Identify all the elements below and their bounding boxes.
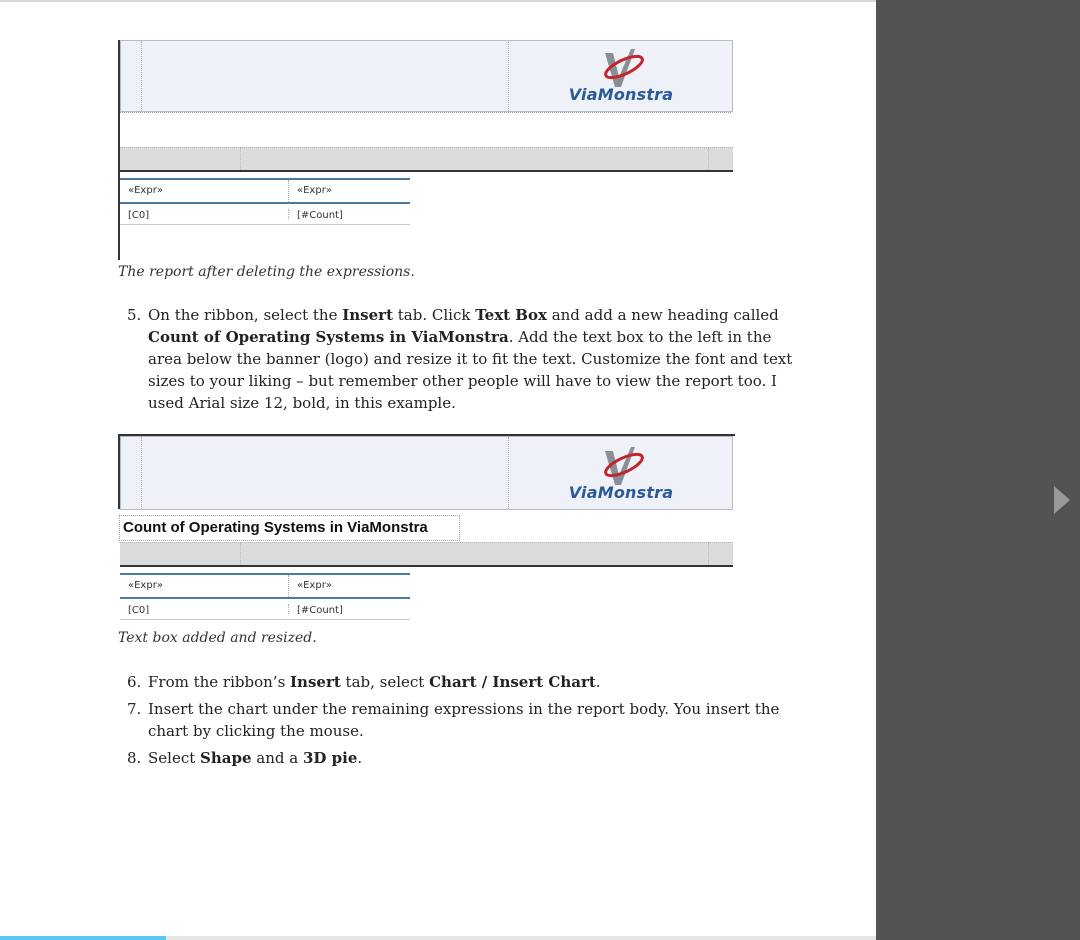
- document-page: [0, 2, 876, 940]
- table-row: [120, 599, 410, 620]
- report-header-band: [120, 542, 733, 567]
- list-item-text: Select Shape and a 3D pie.: [148, 749, 363, 767]
- company-logo: [551, 445, 691, 502]
- list-number: 5.: [127, 306, 142, 324]
- triangle-right-icon[interactable]: [1054, 486, 1070, 514]
- table-cell: [C0]: [128, 605, 150, 614]
- list-item-text: From the ribbon’s Insert tab, select Chart / Insert Chart.: [148, 673, 601, 691]
- viewer-side-panel: [876, 0, 1080, 940]
- list-item-text: On the ribbon, select the Insert tab. Click Text Box and add a new heading called Count of Operating Systems in ViaMonstra. Add the text box to the left in the area below the banner (logo) and resize it to fit the text. Customize the font and text sizes to your liking – but remember other people will have to view the report too. I used Arial size 12, bold, in this example.: [148, 306, 793, 412]
- reading-progress-bar: [0, 936, 876, 940]
- logo-text: ViaMonstra: [568, 483, 674, 502]
- table-header-cell: «Expr»: [128, 580, 163, 591]
- table-header-cell: «Expr»: [288, 180, 411, 202]
- list-item: [127, 747, 797, 769]
- table-cell: [C0]: [128, 210, 150, 219]
- figure-caption: Text box added and resized.: [118, 630, 317, 646]
- list-number: 8.: [127, 749, 142, 767]
- list-item: [127, 671, 797, 693]
- list-number: 6.: [127, 673, 142, 691]
- table-header-cell: «Expr»: [128, 185, 163, 196]
- table-header-cell: «Expr»: [288, 575, 411, 597]
- viamonstra-logo-icon: [591, 445, 651, 487]
- figure-caption: The report after deleting the expressions.: [118, 264, 415, 280]
- table-cell: [#Count]: [288, 604, 411, 614]
- logo-text: ViaMonstra: [568, 85, 674, 104]
- report-heading-textbox: Count of Operating Systems in ViaMonstra: [119, 515, 460, 541]
- table-cell: [#Count]: [288, 209, 411, 219]
- reading-progress-fill: [0, 936, 166, 940]
- list-item-text: Insert the chart under the remaining expressions in the report body. You insert the chart by clicking the mouse.: [148, 700, 780, 740]
- list-item: [127, 698, 797, 742]
- report-screenshot-2: [0, 2, 876, 632]
- table-header-row: [120, 573, 410, 599]
- report-table: [120, 573, 410, 621]
- report-banner: [120, 436, 733, 510]
- list-number: 7.: [127, 700, 142, 718]
